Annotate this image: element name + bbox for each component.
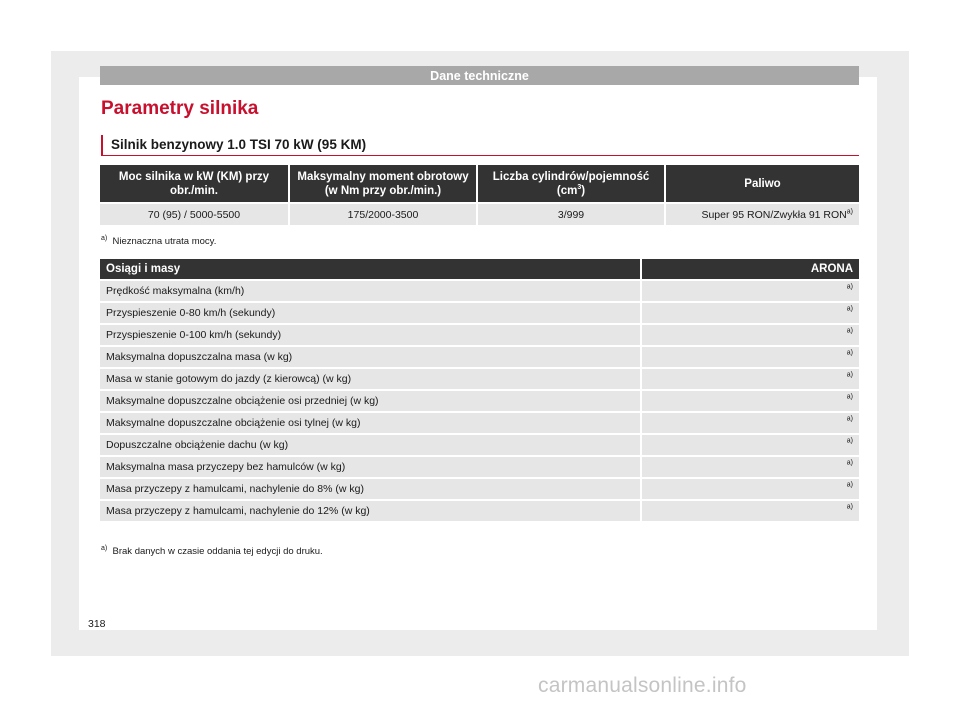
row-value: a) xyxy=(642,435,859,455)
row-label: Maksymalne dopuszczalne obciążenie osi przedniej (w kg) xyxy=(100,391,640,411)
cell-torque: 175/2000-3500 xyxy=(290,204,476,225)
row-label: Maksymalna masa przyczepy bez hamulców (w kg) xyxy=(100,457,640,477)
table-row xyxy=(100,281,859,301)
cell-fuel: Super 95 RON/Zwykła 91 RON$^{a)}$ xyxy=(666,204,859,225)
row-label: Masa przyczepy z hamulcami, nachylenie do 12% (w kg) xyxy=(100,501,640,521)
row-label: Dopuszczalne obciążenie dachu (w kg) xyxy=(100,435,640,455)
engine-table-row xyxy=(100,204,859,225)
section-title: Parametry silnika xyxy=(101,98,259,119)
header-model: ARONA xyxy=(642,259,859,279)
table-row xyxy=(100,435,859,455)
row-label: Przyspieszenie 0-80 km/h (sekundy) xyxy=(100,303,640,323)
performance-header-row xyxy=(100,259,859,279)
row-value: a) xyxy=(642,347,859,367)
row-value: a) xyxy=(642,281,859,301)
table-row xyxy=(100,501,859,521)
chapter-title: Dane techniczne xyxy=(430,68,529,83)
table-row xyxy=(100,457,859,477)
table-row xyxy=(100,303,859,323)
row-label: Maksymalna dopuszczalna masa (w kg) xyxy=(100,347,640,367)
watermark: carmanualsonline.info xyxy=(538,674,747,697)
row-value: a) xyxy=(642,457,859,477)
row-label: Przyspieszenie 0-100 km/h (sekundy) xyxy=(100,325,640,345)
table-row xyxy=(100,369,859,389)
row-label: Maksymalne dopuszczalne obciążenie osi tylnej (w kg) xyxy=(100,413,640,433)
table-row xyxy=(100,391,859,411)
header-power: Moc silnika w kW (KM) przy obr./min. xyxy=(100,165,288,202)
page-number: 318 xyxy=(88,618,106,630)
footnote-no-data: $^{a)}$ Brak danych w czasie oddania tej edycji do druku. xyxy=(101,544,323,557)
row-label: Masa w stanie gotowym do jazdy (z kierowcą) (w kg) xyxy=(100,369,640,389)
footnote-marker: a) xyxy=(101,544,108,552)
cell-cylinders: 3/999 xyxy=(478,204,664,225)
table-row xyxy=(100,325,859,345)
row-value: a) xyxy=(642,479,859,499)
row-label: Prędkość maksymalna (km/h) xyxy=(100,281,640,301)
footnote-marker: a) xyxy=(101,234,108,242)
engine-spec-table xyxy=(98,163,861,227)
table-row xyxy=(100,413,859,433)
header-fuel: Paliwo xyxy=(666,165,859,202)
row-value: a) xyxy=(642,413,859,433)
row-label: Masa przyczepy z hamulcami, nachylenie do 8% (w kg) xyxy=(100,479,640,499)
footnote-power: $^{a)}$ Nieznaczna utrata mocy. xyxy=(101,234,217,247)
header-torque: Maksymalny moment obrotowy (w Nm przy obr./min.) xyxy=(290,165,476,202)
header-parameters: Osiągi i masy xyxy=(100,259,640,279)
engine-table-header-row xyxy=(100,165,859,202)
table-row xyxy=(100,347,859,367)
row-value: a) xyxy=(642,325,859,345)
header-cylinders: Liczba cylindrów/pojemność $(cm^3)$ xyxy=(478,165,664,202)
row-value: a) xyxy=(642,303,859,323)
cell-power: 70 (95) / 5000-5500 xyxy=(100,204,288,225)
row-value: a) xyxy=(642,501,859,521)
row-value: a) xyxy=(642,369,859,389)
table-row xyxy=(100,479,859,499)
engine-subtitle: Silnik benzynowy 1.0 TSI 70 kW (95 KM) xyxy=(101,135,859,156)
chapter-header xyxy=(100,66,859,85)
performance-table xyxy=(98,257,861,523)
row-value: a) xyxy=(642,391,859,411)
